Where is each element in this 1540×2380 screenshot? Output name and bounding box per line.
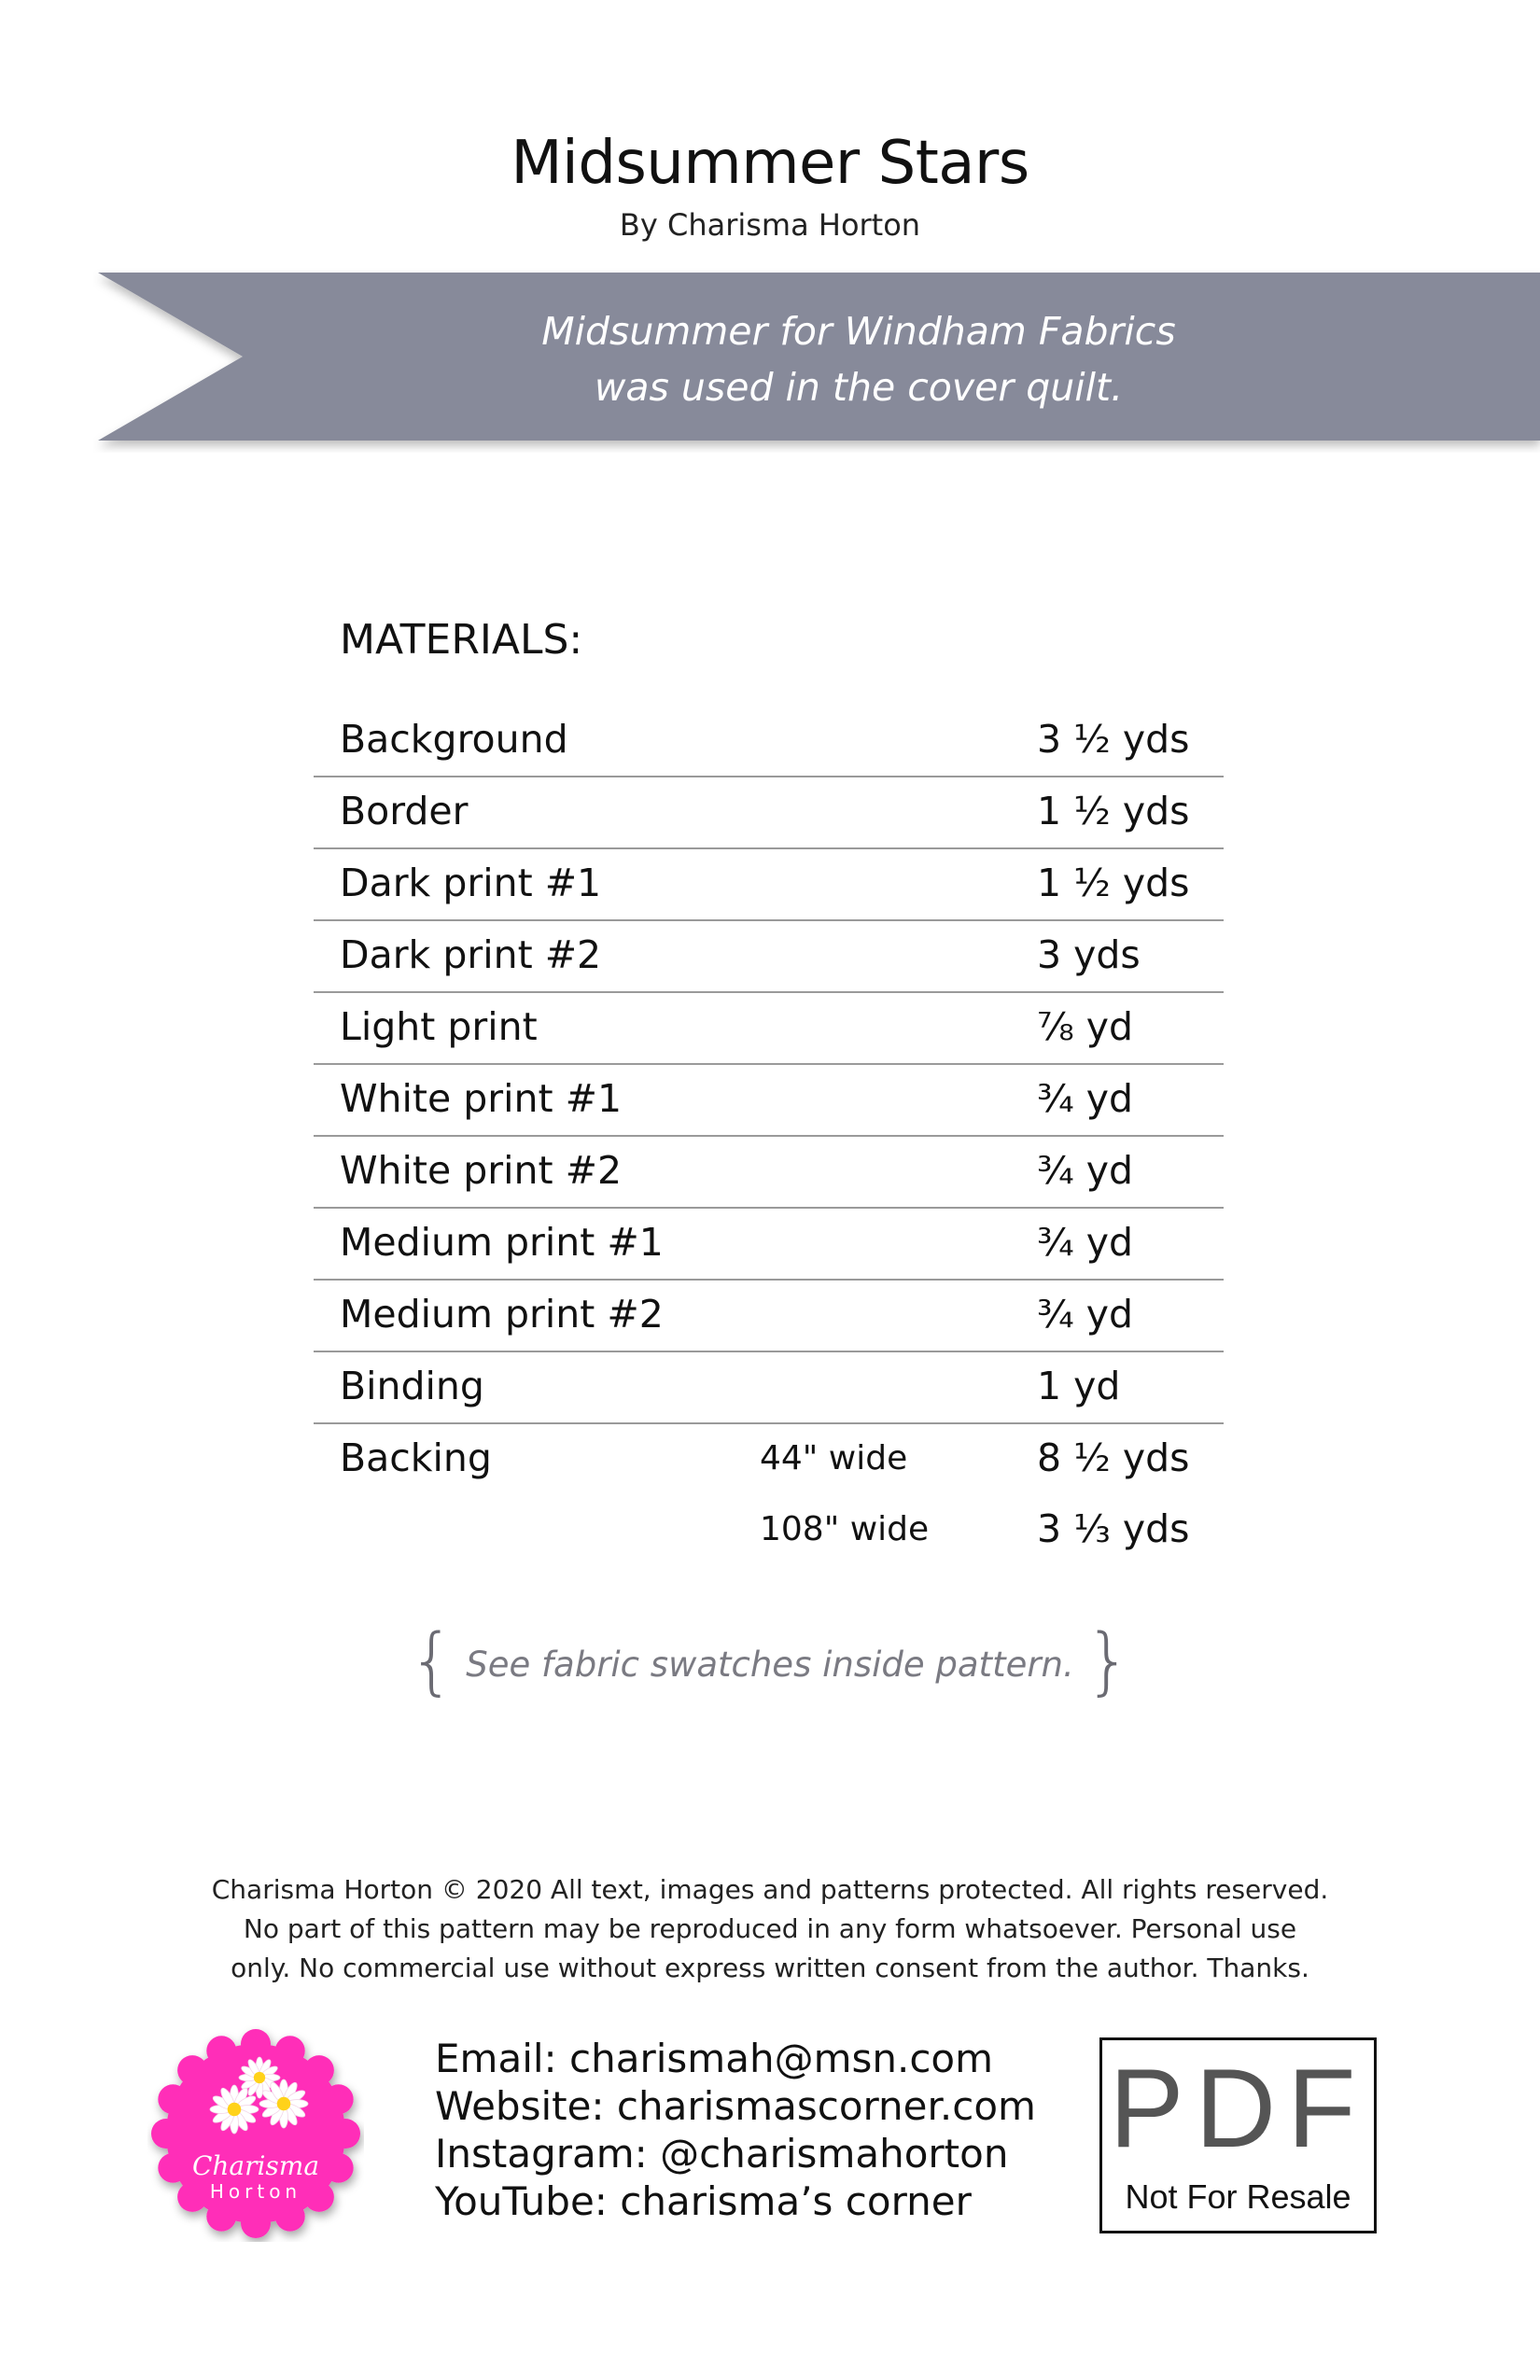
- page-title: Midsummer Stars: [511, 129, 1029, 198]
- material-amount: ¾ yd: [1037, 1148, 1134, 1193]
- material-name: Dark print #2: [340, 932, 602, 977]
- material-note: 44" wide: [760, 1439, 908, 1477]
- not-for-resale-label: Not For Resale: [1125, 2177, 1351, 2216]
- material-amount: ¾ yd: [1037, 1076, 1134, 1121]
- material-row: [314, 706, 1224, 777]
- material-amount: 3 ½ yds: [1037, 717, 1190, 762]
- material-name: Binding: [340, 1364, 484, 1408]
- banner-line-2: was used in the cover quilt.: [594, 365, 1124, 410]
- material-name: White print #2: [340, 1148, 623, 1193]
- material-amount: 3 yds: [1037, 932, 1141, 977]
- material-row: [314, 849, 1224, 921]
- logo-name-line-1: Charisma: [191, 2150, 320, 2181]
- swatch-note-text: See fabric swatches inside pattern.: [466, 1645, 1074, 1685]
- pdf-not-for-resale-stamp: [1099, 2037, 1377, 2233]
- contact-instagram: Instagram: @charismahorton: [435, 2131, 1009, 2177]
- banner-text: [205, 303, 1512, 415]
- copyright-line-2: No part of this pattern may be reproduced in any form whatsoever. Personal use: [243, 1913, 1297, 1944]
- swatch-note: [0, 1619, 1540, 1703]
- copyright-line-1: Charisma Horton © 2020 All text, images and patterns protected. All rights reserved.: [211, 1874, 1329, 1905]
- material-amount: 3 ⅓ yds: [1037, 1506, 1190, 1551]
- open-brace: {: [408, 1619, 455, 1703]
- material-amount: 1 ½ yds: [1037, 861, 1190, 905]
- logo-name-line-2: Horton: [209, 2180, 302, 2203]
- material-row: [314, 1065, 1224, 1137]
- materials-table: [314, 706, 1224, 1566]
- material-row: [314, 993, 1224, 1065]
- material-name: Medium print #1: [340, 1220, 664, 1265]
- contact-youtube: YouTube: charisma’s corner: [435, 2178, 972, 2224]
- author-byline: By Charisma Horton: [619, 207, 921, 243]
- material-note: 108" wide: [760, 1510, 930, 1548]
- material-row: [314, 1209, 1224, 1281]
- material-amount: ⅞ yd: [1037, 1004, 1134, 1049]
- material-row: [314, 921, 1224, 993]
- material-row: [314, 1281, 1224, 1352]
- material-amount: 8 ½ yds: [1037, 1435, 1190, 1480]
- contact-info: [435, 2035, 1036, 2225]
- material-row: [314, 1424, 1224, 1495]
- material-row: [314, 1137, 1224, 1209]
- material-row: [314, 1495, 1224, 1566]
- material-name: White print #1: [340, 1076, 623, 1121]
- material-name: Medium print #2: [340, 1292, 664, 1337]
- material-name: Border: [340, 789, 469, 833]
- material-name: Background: [340, 717, 568, 762]
- fabric-banner: [93, 266, 1540, 453]
- contact-website: Website: charismascorner.com: [435, 2083, 1036, 2129]
- close-brace: }: [1085, 1619, 1132, 1703]
- material-amount: ¾ yd: [1037, 1292, 1134, 1337]
- material-name: Light print: [340, 1004, 538, 1049]
- material-amount: ¾ yd: [1037, 1220, 1134, 1265]
- material-amount: 1 yd: [1037, 1364, 1121, 1408]
- material-name: Backing: [340, 1435, 492, 1480]
- copyright-notice: [0, 1870, 1540, 1988]
- material-row: [314, 777, 1224, 849]
- copyright-line-3: only. No commercial use without express written consent from the author. Thanks.: [231, 1953, 1309, 1983]
- logo-graphic: [147, 2025, 364, 2242]
- contact-email: Email: charismah@msn.com: [435, 2036, 994, 2081]
- material-amount: 1 ½ yds: [1037, 789, 1190, 833]
- materials-heading: MATERIALS:: [340, 616, 583, 664]
- material-name: Dark print #1: [340, 861, 602, 905]
- banner-line-1: Midsummer for Windham Fabrics: [541, 309, 1176, 354]
- material-row: [314, 1352, 1224, 1424]
- pdf-label: PDF: [1109, 2046, 1367, 2171]
- charisma-horton-logo: [147, 2025, 364, 2242]
